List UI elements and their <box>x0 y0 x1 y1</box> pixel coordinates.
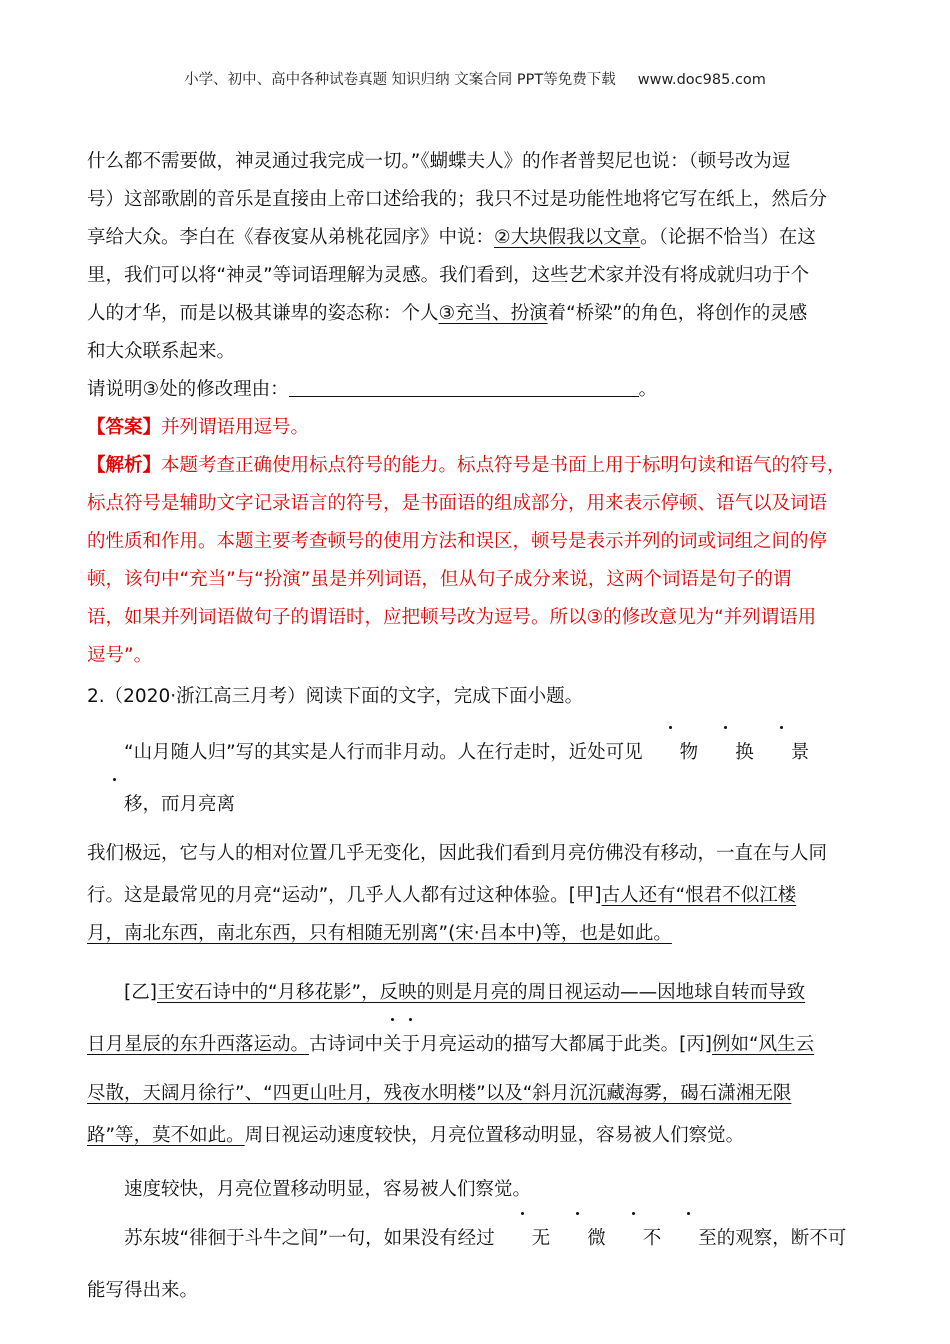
text-segment: 月亮运动的描写大都属于此类。[丙] <box>420 1034 712 1055</box>
dotted-char: 至 <box>661 1213 717 1265</box>
passage-2-line-2: 我们极远，它与人的相对位置几乎无变化，因此我们看到月亮仿佛没有移动，一直在与人同 <box>87 843 828 864</box>
answer-text: 并列谓语用逗号。 <box>161 417 310 438</box>
question-line <box>87 371 863 409</box>
page-header <box>0 68 950 89</box>
underlined-segment-jia: 月，南北东西，南北东西，只有相随无别离”(宋·吕本中)等，也是如此。 <box>87 923 672 944</box>
text-segment: 着“桥梁”的角色，将创作的灵感 <box>547 303 808 324</box>
dotted-char: 微 <box>550 1213 606 1265</box>
header-text: 小学、初中、高中各种试卷真题 知识归纳 文案合同 PPT等免费下载 <box>184 72 616 88</box>
dotted-char: 关 <box>383 1019 402 1071</box>
dotted-char: 移 <box>87 779 143 831</box>
underlined-segment-yi: 王安石诗中的“月移花影”，反映的则是月亮的周日视运动——因地球自转而导致 <box>156 982 806 1003</box>
dotted-char: 无 <box>495 1213 551 1265</box>
answer-label: 【答案】 <box>87 417 162 438</box>
passage-1-line-5 <box>87 295 863 333</box>
analysis-line-4: 顿，该句中“充当”与“扮演”虽是并列词语，但从句子成分来说，这两个词语是句子的谓 <box>87 569 792 590</box>
text-segment: ，而月亮离 <box>142 794 236 815</box>
passage-1-line-3 <box>87 219 863 257</box>
passage-2-line-8 <box>87 1117 863 1155</box>
text-segment: 的观察，断不可能写得出来。 <box>87 1228 847 1301</box>
text-segment: 古诗词中 <box>309 1034 384 1055</box>
question-prompt: 请说明③处的修改理由： <box>87 379 289 400</box>
passage-2-line-7 <box>87 1071 863 1117</box>
underlined-segment-jia: 古人还有“恨君不似江楼 <box>601 885 797 906</box>
underlined-segment-bing: 路”等，莫不如此。 <box>87 1125 245 1146</box>
dotted-char: 景 <box>754 727 810 779</box>
text-segment: 。 <box>638 379 658 400</box>
passage-1 <box>87 143 863 371</box>
passage-2-line-5 <box>87 967 863 1019</box>
passage-1-line-6: 和大众联系起来。 <box>87 341 236 362</box>
text-segment: 。（论据不恰当）在这 <box>640 227 816 248</box>
underlined-segment-bing: 例如“风生云 <box>712 1034 815 1055</box>
document-body <box>87 143 863 1317</box>
analysis-label: 【解析】 <box>87 455 162 476</box>
underlined-item-3: ③充当、扮演 <box>438 303 548 324</box>
text-segment: 行。这是最常见的月亮“运动”，几乎人人都有过这种体验。[甲] <box>87 885 602 906</box>
passage-2-line-1 <box>87 727 863 831</box>
text-segment: [乙] <box>124 982 157 1003</box>
passage-2 <box>87 727 863 1317</box>
passage-2-line-4 <box>87 915 863 953</box>
text-segment: 苏东坡“徘徊于斗牛之间”一句，如果没有经过 <box>124 1228 495 1249</box>
dotted-char: 不 <box>606 1213 662 1265</box>
dotted-char: 换 <box>698 727 754 779</box>
text-segment: 人的才华，而是以极其谦卑的姿态称：个人 <box>87 303 439 324</box>
passage-2-line-3 <box>87 877 863 915</box>
passage-2-line-6 <box>87 1019 863 1071</box>
analysis-block <box>87 447 863 675</box>
underlined-segment-yi: 日月星辰的东升西落运动。 <box>87 1034 310 1055</box>
passage-2-line-10 <box>87 1213 863 1317</box>
dotted-char: 于 <box>402 1019 421 1071</box>
question-2-title: 2.（2020·浙江高三月考）阅读下面的文字，完成下面小题。 <box>87 686 584 707</box>
passage-1-line-2: 号）这部歌剧的音乐是直接由上帝口述给我的；我只不过是功能性地将它写在纸上，然后分 <box>87 189 828 210</box>
analysis-line-5: 语，如果并列词语做句子的谓语时，应把顿号改为逗号。所以③的修改意见为“并列谓语用 <box>87 607 817 628</box>
passage-2-line-9: 速度较快，月亮位置移动明显，容易被人们察觉。 <box>124 1179 532 1200</box>
text-segment: “山月随人归”写的其实是人行而非月动。人在行走时，近处可见 <box>124 742 643 763</box>
passage-1-line-4: 里，我们可以将“神灵”等词语理解为灵感。我们看到，这些艺术家并没有将成就归功于个 <box>87 265 810 286</box>
passage-1-line-1: 什么都不需要做，神灵通过我完成一切。”《蝴蝶夫人》的作者普契尼也说：（顿号改为逗 <box>87 151 791 172</box>
text-segment: 享给大众。李白在《春夜宴从弟桃花园序》中说： <box>87 227 495 248</box>
underlined-item-2: ②大块假我以文章 <box>494 227 641 248</box>
analysis-line-6: 逗号”。 <box>87 645 153 666</box>
underlined-segment-bing: 尽散，天阔月徐行”、“四更山吐月，残夜水明楼”以及“斜月沉沉藏海雾，碣石潇湘无限 <box>87 1083 792 1104</box>
text-segment: 周日视运动速度较快，月亮位置移动明显，容易被人们察觉。 <box>244 1125 745 1146</box>
analysis-line-1 <box>87 447 863 485</box>
answer-line <box>87 409 863 447</box>
analysis-line-2: 标点符号是辅助文字记录语言的符号，是书面语的组成部分，用来表示停顿、语气以及词语 <box>87 493 828 514</box>
dotted-char: 物 <box>643 727 699 779</box>
analysis-line-3: 的性质和作用。本题主要考查顿号的使用方法和误区，顿号是表示并列的词或词组之间的停 <box>87 531 828 552</box>
answer-blank[interactable] <box>289 378 639 397</box>
header-url[interactable]: www.doc985.com <box>637 72 766 88</box>
text-segment: 本题考查正确使用标点符号的能力。标点符号是书面上用于标明句读和语气的符号， <box>161 455 846 476</box>
